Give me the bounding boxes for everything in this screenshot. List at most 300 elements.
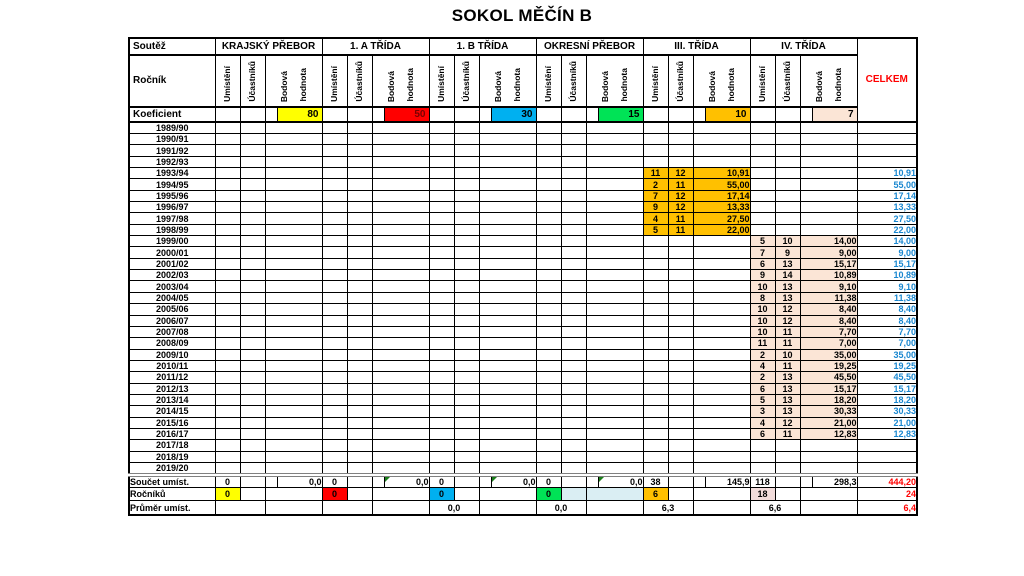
empty-cell [536, 202, 561, 213]
empty-cell [429, 258, 454, 269]
celkem-value-cell: 35,00 [857, 349, 917, 360]
empty-cell [536, 270, 561, 281]
celkem-value-cell: 10,89 [857, 270, 917, 281]
empty-cell [561, 349, 586, 360]
empty-cell [240, 236, 265, 247]
empty-cell [265, 338, 322, 349]
table-row [129, 270, 917, 281]
empty-cell [240, 338, 265, 349]
celkem-value-cell [857, 462, 917, 475]
empty-cell [561, 304, 586, 315]
empty-cell [454, 247, 479, 258]
points-cell: 19,25 [800, 360, 857, 371]
celkem-value-cell: 8,40 [857, 315, 917, 326]
points-cell: 22,00 [693, 224, 750, 235]
empty-cell [668, 372, 693, 383]
empty-cell [215, 440, 240, 451]
empty-cell [265, 417, 322, 428]
empty-cell [536, 315, 561, 326]
empty-cell [643, 122, 668, 134]
empty-cell [322, 107, 347, 122]
empty-cell [265, 258, 322, 269]
empty-cell [240, 168, 265, 179]
empty-cell [668, 156, 693, 167]
empty-cell [586, 107, 598, 122]
empty-cell [561, 394, 586, 405]
empty-cell [454, 488, 479, 501]
empty-cell [215, 156, 240, 167]
empty-cell [322, 349, 347, 360]
points-cell: 55,00 [693, 179, 750, 190]
ucastniku-label: Účastníků [782, 61, 792, 102]
empty-cell [693, 360, 750, 371]
group-header-cell: III. TŘÍDA [643, 38, 750, 55]
empty-cell [429, 292, 454, 303]
empty-cell [668, 338, 693, 349]
empty-cell [454, 428, 479, 439]
year-label-cell: 2015/16 [129, 417, 215, 428]
empty-cell [750, 168, 775, 179]
empty-cell [322, 451, 347, 462]
empty-cell [536, 179, 561, 190]
empty-cell [347, 406, 372, 417]
empty-cell [775, 224, 800, 235]
celkem-value-cell [857, 134, 917, 145]
placement-cell: 6 [750, 428, 775, 439]
empty-cell [265, 156, 322, 167]
empty-cell [479, 349, 536, 360]
empty-cell [479, 134, 536, 145]
empty-cell [693, 292, 750, 303]
year-label-cell: 2006/07 [129, 315, 215, 326]
empty-cell [429, 383, 454, 394]
empty-cell [775, 107, 800, 122]
participants-cell: 11 [668, 213, 693, 224]
year-label-cell: 2013/14 [129, 394, 215, 405]
subheader-ucastniku-cell [668, 55, 693, 107]
empty-cell [215, 315, 240, 326]
table-row [129, 134, 917, 145]
points-cell: 45,50 [800, 372, 857, 383]
empty-cell [561, 372, 586, 383]
participants-cell: 12 [775, 304, 800, 315]
empty-cell [479, 292, 536, 303]
celkem-value-cell: 22,00 [857, 224, 917, 235]
prumer-value-cell [215, 501, 265, 515]
subheader-umisteni-cell [322, 55, 347, 107]
empty-cell [561, 406, 586, 417]
points-cell: 35,00 [800, 349, 857, 360]
sum-placement-cell: 0 [429, 475, 454, 488]
bodova-label: Bodová [599, 70, 610, 102]
year-label-cell: 2017/18 [129, 440, 215, 451]
sum-placement-cell: 0 [322, 475, 347, 488]
ucastniku-label: Účastníků [461, 61, 471, 102]
empty-cell [322, 247, 347, 258]
empty-cell [240, 145, 265, 156]
empty-cell [693, 247, 750, 258]
placement-cell: 8 [750, 292, 775, 303]
hodnota-label: hodnota [511, 68, 522, 102]
table-row [129, 406, 917, 417]
empty-cell [536, 372, 561, 383]
bodova-label: Bodová [385, 70, 396, 102]
placement-cell: 11 [750, 338, 775, 349]
empty-cell [561, 315, 586, 326]
participants-cell: 13 [775, 383, 800, 394]
empty-cell [372, 168, 429, 179]
empty-cell [643, 394, 668, 405]
empty-cell [800, 475, 812, 488]
placement-cell: 4 [750, 360, 775, 371]
empty-cell [240, 202, 265, 213]
empty-cell [347, 451, 372, 462]
empty-cell [775, 145, 800, 156]
empty-cell [668, 145, 693, 156]
empty-cell [347, 258, 372, 269]
year-label-cell: 1999/00 [129, 236, 215, 247]
empty-cell [643, 270, 668, 281]
empty-cell [586, 213, 643, 224]
subheader-bodova-hodnota-cell [265, 55, 322, 107]
empty-cell [372, 372, 429, 383]
table-row [129, 122, 917, 134]
empty-cell [322, 417, 347, 428]
group-header-cell: OKRESNÍ PŘEBOR [536, 38, 643, 55]
empty-cell [750, 145, 775, 156]
empty-cell [536, 213, 561, 224]
empty-cell [586, 406, 643, 417]
empty-cell [479, 360, 536, 371]
empty-cell [536, 224, 561, 235]
soutez-header-cell: Soutěž [129, 38, 215, 55]
empty-cell [586, 475, 598, 488]
subheader-umisteni-cell [643, 55, 668, 107]
empty-cell [561, 145, 586, 156]
empty-cell [322, 281, 347, 292]
rocniku-count-cell: 6 [643, 488, 668, 501]
empty-cell [479, 202, 536, 213]
empty-cell [429, 247, 454, 258]
table-row [129, 315, 917, 326]
empty-cell [561, 488, 586, 501]
empty-cell [643, 315, 668, 326]
empty-cell [240, 417, 265, 428]
empty-cell [454, 258, 479, 269]
empty-cell [265, 326, 322, 337]
participants-cell: 11 [668, 224, 693, 235]
empty-cell [561, 168, 586, 179]
empty-cell [643, 258, 668, 269]
empty-cell [561, 326, 586, 337]
empty-cell [479, 383, 536, 394]
table-row [129, 202, 917, 213]
empty-cell [347, 270, 372, 281]
empty-cell [668, 281, 693, 292]
empty-cell [240, 475, 265, 488]
empty-cell [586, 247, 643, 258]
empty-cell [561, 383, 586, 394]
empty-cell [800, 122, 857, 134]
celkem-value-cell: 19,25 [857, 360, 917, 371]
empty-cell [265, 488, 322, 501]
empty-cell [372, 281, 429, 292]
empty-cell [668, 134, 693, 145]
points-cell: 11,38 [800, 292, 857, 303]
celkem-value-cell: 9,00 [857, 247, 917, 258]
participants-cell: 12 [668, 168, 693, 179]
empty-cell [775, 168, 800, 179]
empty-cell [347, 107, 372, 122]
empty-cell [265, 236, 322, 247]
hodnota-label: hodnota [297, 68, 308, 102]
sum-placement-cell: 118 [750, 475, 775, 488]
empty-cell [240, 440, 265, 451]
empty-cell [372, 145, 429, 156]
points-cell: 27,50 [693, 213, 750, 224]
empty-cell [265, 315, 322, 326]
subheader-ucastniku-cell [454, 55, 479, 107]
rocniku-count-cell: 0 [429, 488, 454, 501]
table-row [129, 213, 917, 224]
table-row [129, 451, 917, 462]
placement-cell: 3 [750, 406, 775, 417]
empty-cell [693, 406, 750, 417]
empty-cell [454, 270, 479, 281]
empty-cell [372, 360, 429, 371]
empty-cell [215, 190, 240, 201]
points-cell: 21,00 [800, 417, 857, 428]
hodnota-label: hodnota [725, 68, 736, 102]
empty-cell [322, 360, 347, 371]
empty-cell [668, 326, 693, 337]
koeficient-value-cell: 15 [598, 107, 643, 122]
empty-cell [750, 202, 775, 213]
empty-cell [322, 304, 347, 315]
subheader-bodova-hodnota-cell [586, 55, 643, 107]
empty-cell [536, 107, 561, 122]
empty-cell [693, 394, 750, 405]
empty-cell [215, 349, 240, 360]
points-cell: 13,33 [693, 202, 750, 213]
placement-cell: 5 [750, 236, 775, 247]
placement-cell: 10 [750, 281, 775, 292]
table-row [129, 326, 917, 337]
empty-cell [215, 360, 240, 371]
celkem-value-cell: 15,17 [857, 258, 917, 269]
empty-cell [454, 190, 479, 201]
empty-cell [322, 168, 347, 179]
empty-cell [322, 258, 347, 269]
empty-cell [372, 258, 429, 269]
empty-cell [372, 202, 429, 213]
empty-cell [643, 134, 668, 145]
placement-cell: 9 [750, 270, 775, 281]
sum-placement-cell: 0 [215, 475, 240, 488]
table-row [129, 501, 917, 515]
ucastniku-label: Účastníků [675, 61, 685, 102]
placement-cell: 2 [643, 179, 668, 190]
table-row [129, 475, 917, 488]
empty-cell [347, 417, 372, 428]
empty-cell [265, 475, 277, 488]
celkem-value-cell: 17,14 [857, 190, 917, 201]
empty-cell [372, 349, 429, 360]
empty-cell [668, 247, 693, 258]
empty-cell [750, 440, 775, 451]
empty-cell [693, 488, 750, 501]
empty-cell [429, 315, 454, 326]
participants-cell: 13 [775, 281, 800, 292]
empty-cell [561, 202, 586, 213]
celkem-header-cell: CELKEM [857, 38, 917, 122]
participants-cell: 9 [775, 247, 800, 258]
umisteni-label: Umístění [329, 66, 339, 102]
empty-cell [429, 168, 454, 179]
empty-cell [429, 372, 454, 383]
empty-cell [586, 349, 643, 360]
empty-cell [693, 417, 750, 428]
subheader-ucastniku-cell [347, 55, 372, 107]
empty-cell [372, 383, 429, 394]
empty-cell [479, 156, 536, 167]
empty-cell [347, 236, 372, 247]
empty-cell [668, 258, 693, 269]
empty-cell [429, 190, 454, 201]
empty-cell [775, 122, 800, 134]
empty-cell [561, 270, 586, 281]
empty-cell [693, 236, 750, 247]
empty-cell [561, 292, 586, 303]
empty-cell [750, 224, 775, 235]
celkem-value-cell: 7,00 [857, 338, 917, 349]
empty-cell [265, 451, 322, 462]
koeficient-value-cell: 30 [491, 107, 536, 122]
empty-cell [215, 224, 240, 235]
placement-cell: 5 [750, 394, 775, 405]
empty-cell [586, 281, 643, 292]
year-label-cell: 2000/01 [129, 247, 215, 258]
empty-cell [668, 462, 693, 475]
hodnota-label: hodnota [404, 68, 415, 102]
empty-cell [775, 475, 800, 488]
empty-cell [693, 315, 750, 326]
empty-cell [479, 326, 536, 337]
celkem-value-cell: 27,50 [857, 213, 917, 224]
empty-cell [561, 417, 586, 428]
prumer-label-cell: Průměr umíst. [129, 501, 215, 515]
year-label-cell: 2002/03 [129, 270, 215, 281]
empty-cell [240, 292, 265, 303]
celkem-value-cell: 8,40 [857, 304, 917, 315]
empty-cell [479, 179, 536, 190]
points-cell: 15,17 [800, 258, 857, 269]
empty-cell [265, 190, 322, 201]
year-label-cell: 1989/90 [129, 122, 215, 134]
empty-cell [775, 451, 800, 462]
empty-cell [240, 326, 265, 337]
placement-cell: 4 [643, 213, 668, 224]
empty-cell [775, 156, 800, 167]
empty-cell [240, 406, 265, 417]
empty-cell [347, 326, 372, 337]
empty-cell [372, 428, 429, 439]
empty-cell [347, 190, 372, 201]
empty-cell [479, 224, 536, 235]
prumer-value-cell [322, 501, 372, 515]
empty-cell [561, 190, 586, 201]
empty-cell [561, 428, 586, 439]
empty-cell [347, 383, 372, 394]
empty-cell [536, 122, 561, 134]
empty-cell [561, 247, 586, 258]
empty-cell [479, 338, 536, 349]
empty-cell [536, 168, 561, 179]
empty-cell [429, 224, 454, 235]
prumer-value-cell: 6,6 [750, 501, 800, 515]
empty-cell [372, 236, 429, 247]
empty-cell [536, 134, 561, 145]
empty-cell [265, 383, 322, 394]
koeficient-value-cell: 50 [384, 107, 429, 122]
empty-cell [429, 304, 454, 315]
empty-cell [668, 428, 693, 439]
empty-cell [322, 270, 347, 281]
empty-cell [347, 440, 372, 451]
empty-cell [454, 224, 479, 235]
empty-cell [643, 247, 668, 258]
points-cell: 8,40 [800, 304, 857, 315]
empty-cell [693, 440, 750, 451]
empty-cell [322, 134, 347, 145]
empty-cell [561, 134, 586, 145]
empty-cell [372, 417, 429, 428]
empty-cell [454, 156, 479, 167]
empty-cell [561, 475, 586, 488]
empty-cell [479, 372, 536, 383]
empty-cell [454, 383, 479, 394]
empty-cell [643, 145, 668, 156]
empty-cell [643, 281, 668, 292]
empty-cell [347, 428, 372, 439]
empty-cell [322, 202, 347, 213]
table-row [129, 440, 917, 451]
celkem-value-cell [857, 122, 917, 134]
empty-cell [347, 315, 372, 326]
empty-cell [240, 383, 265, 394]
empty-cell [586, 258, 643, 269]
year-label-cell: 2005/06 [129, 304, 215, 315]
empty-cell [800, 168, 857, 179]
empty-cell [372, 488, 429, 501]
empty-cell [693, 107, 705, 122]
ucastniku-label: Účastníků [247, 61, 257, 102]
celkem-value-cell: 55,00 [857, 179, 917, 190]
celkem-value-cell: 15,17 [857, 383, 917, 394]
subheader-ucastniku-cell [240, 55, 265, 107]
empty-cell [693, 258, 750, 269]
points-cell: 18,20 [800, 394, 857, 405]
empty-cell [586, 179, 643, 190]
empty-cell [586, 488, 643, 501]
celkem-value-cell [857, 145, 917, 156]
rocnik-header-cell: Ročník [129, 55, 215, 107]
participants-cell: 13 [775, 394, 800, 405]
empty-cell [479, 304, 536, 315]
placement-cell: 9 [643, 202, 668, 213]
sum-points-cell: 0,0 [277, 475, 322, 488]
empty-cell [800, 440, 857, 451]
